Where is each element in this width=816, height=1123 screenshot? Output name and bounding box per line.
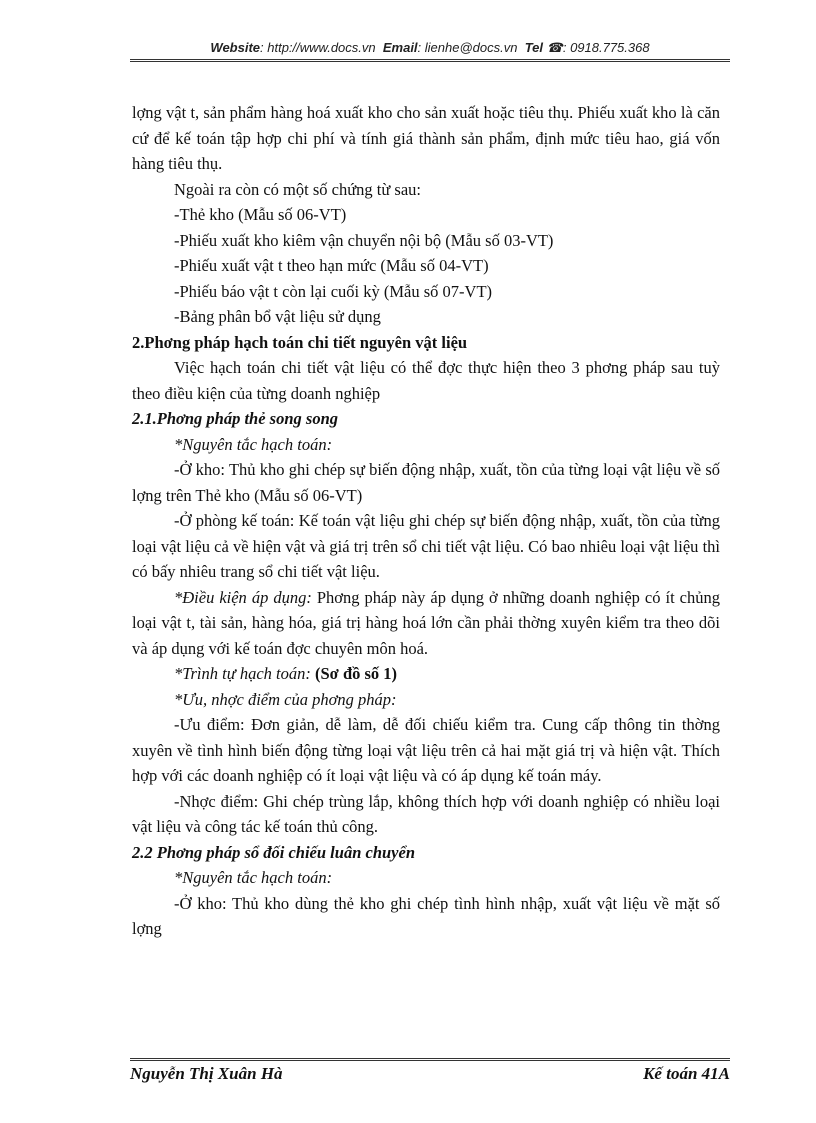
paragraph: Ngoài ra còn có một số chứng từ sau: xyxy=(174,179,422,199)
list-item: -Phiếu xuất kho kiêm vận chuyển nội bộ (Mẫu số 03-VT) xyxy=(174,230,554,250)
list-item: -Phiếu xuất vật t theo hạn mức (Mẫu số 04-VT) xyxy=(174,256,489,275)
paragraph: -Ở phòng kế toán: Kế toán vật liệu ghi chép sự biến động nhập, xuất, tồn của từng loại vật liệu cả về hiện vật và giá trị trên sổ chi tiết vật liệu. Có bao nhiêu loại vật liệu thì có bấy nhiêu trang sổ chi tiết vật liệu. xyxy=(132,511,720,581)
paragraph-label: *Trình tự hạch toán: xyxy=(174,664,316,683)
paragraph-label: *Nguyên tắc hạch toán: xyxy=(174,434,333,454)
page-header xyxy=(130,40,730,62)
email-value: : lienhe@docs.vn xyxy=(417,40,518,55)
paragraph xyxy=(132,661,720,687)
paragraph: -Nhợc điểm: Ghi chép trùng lắp, không thích hợp với doanh nghiệp có nhiều loại vật liệu và công tác kế toán thủ công. xyxy=(132,791,720,836)
paragraph-label: *Điều kiện áp dụng: xyxy=(174,587,312,607)
paragraph-label: *Ưu, nhợc điểm của phơng pháp: xyxy=(174,689,397,709)
diagram-reference: (Sơ đồ số 1) xyxy=(315,664,398,683)
paragraph: Việc hạch toán chi tiết vật liệu có thể đợc thực hiện theo 3 phơng pháp sau tuỳ theo điều kiện của từng doanh nghiệp xyxy=(132,358,720,403)
footer-class: Kế toán 41A xyxy=(643,1064,730,1083)
subsection-heading: 2.2 Phơng pháp sổ đối chiếu luân chuyển xyxy=(132,842,415,862)
footer-author: Nguyễn Thị Xuân Hà xyxy=(130,1064,283,1083)
paragraph-text: Phơng pháp này áp dụng ở những doanh nghiệp có ít chủng loại vật t, tài sản, hàng hóa, giá trị hàng hoá lớn cần phải thờng xuyên kiểm tra theo dõi và áp dụng với kế toán đợc chuyên môn hoá. xyxy=(132,587,720,658)
list-item: -Bảng phân bổ vật liệu sử dụng xyxy=(174,307,381,326)
paragraph: lợng vật t, sản phẩm hàng hoá xuất kho cho sản xuất hoặc tiêu thụ. Phiếu xuất kho là căn cứ để kế toán tập hợp chi phí và tính giá thành sản phẩm, định mức tiêu hao, giá vốn hàng tiêu thụ. xyxy=(132,103,720,173)
list-item: -Thẻ kho (Mẫu số 06-VT) xyxy=(174,205,347,224)
email-label: Email xyxy=(382,40,418,55)
tel-value: : 0918.775.368 xyxy=(562,40,650,55)
phone-icon: ☎ xyxy=(546,40,563,55)
website-value: : http://www.docs.vn xyxy=(260,40,376,55)
tel-label: Tel xyxy=(524,40,544,55)
page-footer xyxy=(130,1058,730,1084)
paragraph: -Ở kho: Thủ kho ghi chép sự biến động nhập, xuất, tồn của từng loại vật liệu về số lợng trên Thẻ kho (Mẫu số 06-VT) xyxy=(132,460,720,505)
website-label: Website xyxy=(210,40,261,55)
paragraph: -Ở kho: Thủ kho dùng thẻ kho ghi chép tình hình nhập, xuất vật liệu về mặt số lợng xyxy=(132,893,720,938)
paragraph-label: *Nguyên tắc hạch toán: xyxy=(174,868,333,887)
paragraph xyxy=(132,585,720,662)
list-item: -Phiếu báo vật t còn lại cuối kỳ (Mẫu số 07-VT) xyxy=(174,281,493,301)
paragraph: -Ưu điểm: Đơn giản, dễ làm, dễ đối chiếu kiểm tra. Cung cấp thông tin thờng xuyên về tình hình biến động từng loại vật liệu trên cả hai mặt giá trị và hiện vật. Thích hợp với các doanh nghiệp có ít loại vật liệu và có áp dụng kế toán máy. xyxy=(132,715,720,785)
section-heading: 2.Phơng pháp hạch toán chi tiết nguyên vật liệu xyxy=(132,332,468,352)
document-body xyxy=(132,100,720,942)
subsection-heading: 2.1.Phơng pháp thẻ song song xyxy=(132,409,338,428)
